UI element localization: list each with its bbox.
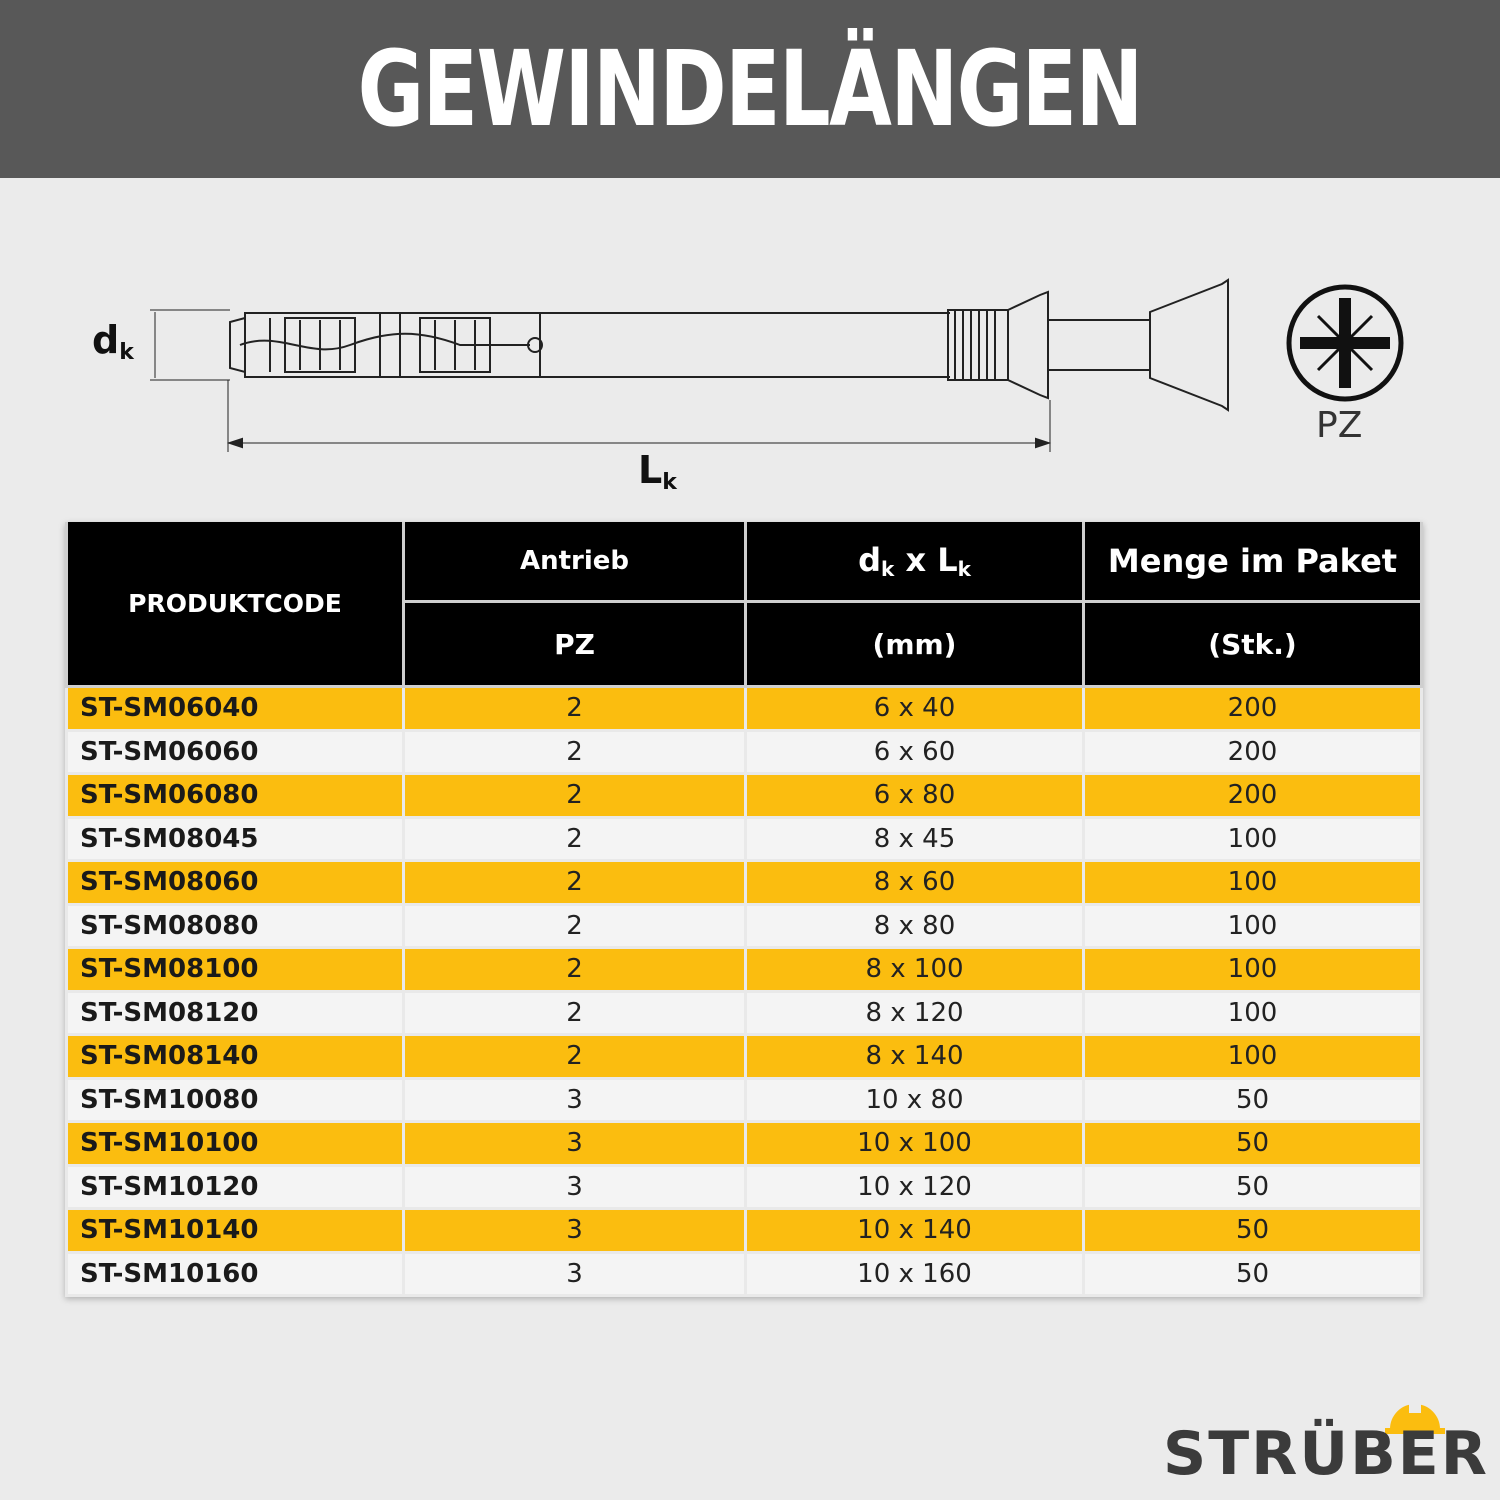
table-row — [67, 991, 1422, 1035]
cell-pz: 2 — [404, 774, 746, 818]
cell-pz: 2 — [404, 861, 746, 905]
cell-qty: 50 — [1084, 1078, 1422, 1122]
spec-table — [65, 522, 1423, 1297]
cell-qty: 100 — [1084, 861, 1422, 905]
cell-code: ST-SM10080 — [67, 1078, 404, 1122]
cell-pz: 3 — [404, 1165, 746, 1209]
table-row — [67, 774, 1422, 818]
cell-pz: 3 — [404, 1209, 746, 1253]
cell-size: 8 x 45 — [746, 817, 1084, 861]
cell-code: ST-SM08100 — [67, 948, 404, 992]
pz-label: PZ — [1316, 405, 1363, 446]
table-row — [67, 730, 1422, 774]
cell-code: ST-SM10160 — [67, 1252, 404, 1296]
cell-code: ST-SM08060 — [67, 861, 404, 905]
cell-pz: 2 — [404, 1035, 746, 1079]
cell-pz: 3 — [404, 1252, 746, 1296]
cell-code: ST-SM06080 — [67, 774, 404, 818]
cell-pz: 2 — [404, 991, 746, 1035]
cell-qty: 100 — [1084, 948, 1422, 992]
header-menge: Menge im Paket — [1084, 522, 1422, 602]
cell-qty: 200 — [1084, 774, 1422, 818]
cell-size: 8 x 80 — [746, 904, 1084, 948]
cell-code: ST-SM06060 — [67, 730, 404, 774]
cell-pz: 2 — [404, 687, 746, 731]
cell-qty: 100 — [1084, 1035, 1422, 1079]
cell-qty: 50 — [1084, 1122, 1422, 1166]
cell-qty: 100 — [1084, 991, 1422, 1035]
cell-qty: 100 — [1084, 817, 1422, 861]
screw-drawing-icon — [0, 0, 1500, 520]
brand-name: STRÜBER — [1163, 1419, 1489, 1489]
cell-code: ST-SM10100 — [67, 1122, 404, 1166]
cell-size: 6 x 60 — [746, 730, 1084, 774]
dk-sub: k — [119, 340, 134, 365]
header-size — [746, 522, 1084, 602]
table-body — [67, 687, 1422, 1296]
cell-pz: 3 — [404, 1122, 746, 1166]
cell-size: 8 x 140 — [746, 1035, 1084, 1079]
cell-code: ST-SM10140 — [67, 1209, 404, 1253]
cell-pz: 2 — [404, 817, 746, 861]
table-row — [67, 1165, 1422, 1209]
cell-qty: 50 — [1084, 1165, 1422, 1209]
cell-code: ST-SM08140 — [67, 1035, 404, 1079]
dk-label — [92, 318, 134, 365]
table-row — [67, 817, 1422, 861]
lk-sub: k — [662, 470, 677, 495]
table-row — [67, 1035, 1422, 1079]
cell-code: ST-SM08045 — [67, 817, 404, 861]
cell-size: 8 x 60 — [746, 861, 1084, 905]
size-sub2: k — [957, 557, 971, 581]
cell-size: 10 x 160 — [746, 1252, 1084, 1296]
header-mm: (mm) — [746, 602, 1084, 687]
cell-code: ST-SM08120 — [67, 991, 404, 1035]
dk-text: d — [92, 318, 120, 362]
cell-pz: 3 — [404, 1078, 746, 1122]
cell-qty: 100 — [1084, 904, 1422, 948]
cell-size: 10 x 80 — [746, 1078, 1084, 1122]
table-row — [67, 1078, 1422, 1122]
cell-code: ST-SM10120 — [67, 1165, 404, 1209]
lk-text: L — [638, 448, 663, 492]
cell-size: 8 x 100 — [746, 948, 1084, 992]
cell-code: ST-SM06040 — [67, 687, 404, 731]
header-antrieb: Antrieb — [404, 522, 746, 602]
cell-qty: 50 — [1084, 1209, 1422, 1253]
table-row — [67, 861, 1422, 905]
cell-code: ST-SM08080 — [67, 904, 404, 948]
cell-size: 10 x 120 — [746, 1165, 1084, 1209]
size-x: x L — [894, 541, 958, 579]
size-d: d — [858, 541, 881, 579]
table-row — [67, 948, 1422, 992]
cell-size: 8 x 120 — [746, 991, 1084, 1035]
cell-pz: 2 — [404, 730, 746, 774]
size-sub1: k — [880, 557, 895, 581]
brand-logo — [1163, 1395, 1493, 1489]
lk-label — [638, 448, 677, 495]
table-row — [67, 1122, 1422, 1166]
cell-size: 6 x 80 — [746, 774, 1084, 818]
table-row — [67, 687, 1422, 731]
table-row — [67, 1252, 1422, 1296]
cell-size: 10 x 140 — [746, 1209, 1084, 1253]
table-row — [67, 904, 1422, 948]
cell-qty: 200 — [1084, 687, 1422, 731]
cell-size: 6 x 40 — [746, 687, 1084, 731]
header-pz: PZ — [404, 602, 746, 687]
table-row — [67, 1209, 1422, 1253]
header-stk: (Stk.) — [1084, 602, 1422, 687]
page-title: GEWINDELÄNGEN — [357, 28, 1143, 150]
cell-pz: 2 — [404, 904, 746, 948]
cell-size: 10 x 100 — [746, 1122, 1084, 1166]
cell-qty: 200 — [1084, 730, 1422, 774]
cell-pz: 2 — [404, 948, 746, 992]
cell-qty: 50 — [1084, 1252, 1422, 1296]
header-produktcode: PRODUKTCODE — [67, 522, 404, 687]
